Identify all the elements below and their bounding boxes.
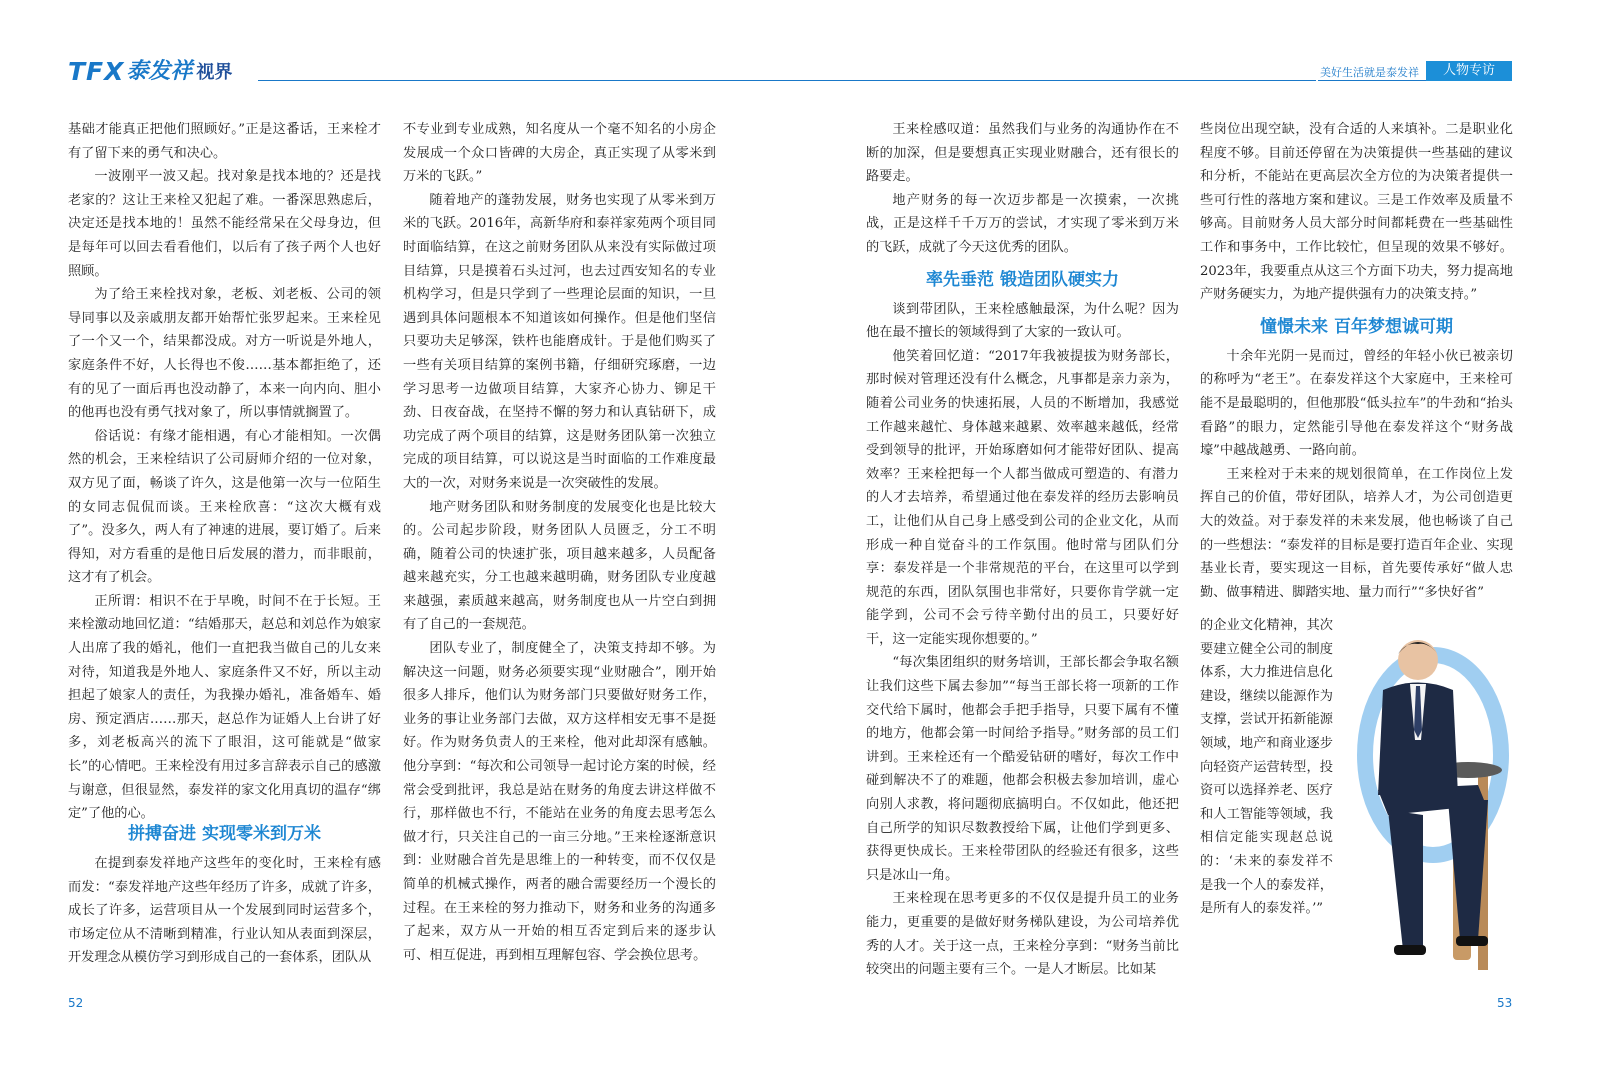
portrait-photo <box>1328 620 1528 980</box>
header-slogan: 美好生活就是泰发祥 <box>1320 66 1419 79</box>
section-heading: 率先垂范 锻造团队硬实力 <box>926 269 1119 290</box>
logo-tfx: TFX <box>68 57 125 86</box>
logo-vision: 视界 <box>196 62 233 83</box>
heading-text: 拼搏奋进 实现零米到万米 <box>128 824 321 844</box>
paragraph: 基础才能真正把他们照顾好。”正是这番话，王来栓才有了留下来的勇气和决心。 <box>68 122 381 161</box>
paragraph: “每次集团组织的财务培训，王部长都会争取名额让我们这些下属去参加”“每当王部长将一项新的工作交代给下属时，他都会手把手指导，只要下属有不懂的地方，他都会第一时间给予指导。”财务部的员工们讲到。王来栓还有一个酷爱钻研的嗜好，每次工作中碰到解决不了的难题，他都会积极去参加培训，虚心向别人求教，将问题彻底搞明白。不仅如此，他还把自己所学的知识尽数教授给下属，让他们学到更多、获得更快成长。王来栓带团队的经验还有很多，这些只是冰山一角。 <box>866 655 1179 883</box>
paragraph: 在提到泰发祥地产这些年的变化时，王来栓有感而发：“泰发祥地产这些年经历了许多，成就了许多，成长了许多，运营项目从一个发展到同时运营多个，市场定位从不清晰到精准，行业认知从表面到深层，开发理念从模仿学习到形成自己的一套体系，团队从 <box>68 856 381 966</box>
paragraph: 的企业文化精神，其次要建立健全公司的制度体系，大力推进信息化建设，继续以能源作为支撑，尝试开拓新能源领域，地产和商业逐步向轻资产运营转型，投资可以选择养老、医疗和人工智能等领域，我相信定能实现赵总说的：‘未来的泰发祥不是我一个人的泰发祥，是所有人的泰发祥。’” <box>1200 618 1333 917</box>
page-number-right: 53 <box>1497 996 1513 1010</box>
page-number-left: 52 <box>68 996 84 1010</box>
section-heading: 憧憬未来 百年梦想诚可期 <box>1260 316 1453 337</box>
paragraph: 俗话说：有缘才能相遇，有心才能相知。一次偶然的机会，王来栓结识了公司厨师介绍的一位对象，双方见了面，畅谈了许久，这是他第一次与一位陌生的女同志侃侃而谈。王来栓欣喜：“这次大概有戏了”。没多久，两人有了神速的进展，要订婚了。后来得知，对方看重的是他日后发展的潜力，而非眼前，这才有了机会。 <box>68 428 381 586</box>
paragraph: 不专业到专业成熟，知名度从一个毫不知名的小房企发展成一个众口皆碑的大房企，真正实现了从零米到万米的飞跃。” <box>403 122 716 185</box>
article-column-1 <box>68 118 381 822</box>
paragraph: 为了给王来栓找对象，老板、刘老板、公司的领导同事以及亲戚朋友都开始帮忙张罗起来。王来栓见了一个又一个，结果都没成。对方一听说是外地人，家庭条件不好，人长得也不俊……基本都拒绝了，还有的见了一面后再也没动静了，本来一向内向、胆小的他再也没有勇气找对象了，所以事情就搁置了。 <box>68 287 381 421</box>
section-tag: 人物专访 <box>1426 61 1512 81</box>
article-column-2 <box>403 118 716 980</box>
magazine-logo <box>68 56 232 86</box>
paragraph: 团队专业了，制度健全了，决策支持却不够。为解决这一问题，财务必须要实现“业财融合”，刚开始很多人排斥，他们认为财务部门只要做好财务工作，业务的事让业务部门去做，双方这样相安无事不是挺好。作为财务负责人的王来栓，他对此却深有感触。他分享到：“每次和公司领导一起讨论方案的时候，经常会受到批评，我总是站在财务的角度去讲这样做不行，那样做也不行，不能站在业务的角度去思考怎么做才行，只关注自己的一亩三分地。”王来栓逐渐意识到：业财融合首先是思维上的一种转变，而不仅仅是简单的机械式操作，两者的融合需要经历一个漫长的过程。在王来栓的努力推动下，财务和业务的沟通多了起来，双方从一开始的相互否定到后来的逐步认可、相互促进，再到相互理解包容、学会换位思考。 <box>403 641 716 963</box>
article-column-4 <box>1200 118 1513 618</box>
paragraph: 随着地产的蓬勃发展，财务也实现了从零米到万米的飞跃。2016年，高新华府和泰祥家苑两个项目同时面临结算，在这之前财务团队从来没有实际做过项目结算，只是摸着石头过河，也去过西安知名的专业机构学习，但是只学到了一些理论层面的知识，一旦遇到具体问题根本不知道该如何操作。但是他们坚信只要功夫足够深，铁杵也能磨成针。于是他们购买了一些有关项目结算的案例书籍，仔细研究琢磨，一边学习思考一边做项目结算，大家齐心协力、铆足干劲、日夜奋战，在坚持不懈的努力和认真钻研下，成功完成了两个项目的结算，这是财务团队第一次独立完成的项目结算，可以说这是当时面临的工作难度最大的一次，对财务来说是一次突破性的发展。 <box>403 192 716 491</box>
section-heading-1 <box>68 822 381 846</box>
article-column-4-narrow <box>1200 614 1333 974</box>
paragraph: 一波刚平一波又起。找对象是找本地的？还是找老家的？这让王来栓又犯起了难。一番深思熟虑后，决定还是找本地的！虽然不能经常呆在父母身边，但是每年可以回去看看他们，以后有了孩子两个人也好照顾。 <box>68 169 381 279</box>
paragraph: 十余年光阴一晃而过，曾经的年轻小伙已被亲切的称呼为“老王”。在泰发祥这个大家庭中，王来栓可能不是最聪明的，但他那股“低头拉车”的牛劲和“抬头看路”的眼力，定然能引导他在泰发祥这个“财务战壕”中越战越勇、一路向前。 <box>1200 348 1513 459</box>
paragraph: 王来栓感叹道：虽然我们与业务的沟通协作在不断的加深，但是要想真正实现业财融合，还有很长的路要走。 <box>866 122 1179 185</box>
paragraph: 地产财务的每一次迈步都是一次摸索，一次挑战，正是这样千千万万的尝试，才实现了零米到万米的飞跃，成就了今天这优秀的团队。 <box>866 192 1179 255</box>
article-column-3 <box>866 118 1179 978</box>
paragraph: 王来栓对于未来的规划很简单，在工作岗位上发挥自己的价值，带好团队，培养人才，为公司创造更大的效益。对于泰发祥的未来发展，他也畅谈了自己的一些想法：“泰发祥的目标是要打造百年企业、实现基业长青，要实现这一目标，首先要传承好“做人忠勤、做事精进、脚踏实地、量力而行”“多快好省” <box>1200 466 1513 600</box>
paragraph: 地产财务团队和财务制度的发展变化也是比较大的。公司起步阶段，财务团队人员匮乏，分工不明确，随着公司的快速扩张，项目越来越多，人员配备越来越充实，分工也越来越明确，财务团队专业度越来越强，素质越来越高，财务制度也从一片空白到拥有了自己的一套规范。 <box>403 499 716 633</box>
paragraph: 谈到带团队，王来栓感触最深，为什么呢？因为他在最不擅长的领域得到了大家的一致认可。 <box>866 301 1179 341</box>
article-column-1-continued <box>68 852 381 975</box>
header-rule-left <box>258 80 1316 81</box>
logo-brand: 泰发祥 <box>126 59 193 84</box>
paragraph: 些岗位出现空缺，没有合适的人来填补。二是职业化程度不够。目前还停留在为决策提供一些基础的建议和分析，不能站在更高层次全方位的为决策者提供一些可行性的落地方案和建议。三是工作效率及质量不够高。目前财务人员大部分时间都耗费在一些基础性工作和事务中，工作比较忙，但呈现的效果不够好。2023年，我要重点从这三个方面下功夫，努力提高地产财务硬实力，为地产提供强有力的决策支持。” <box>1200 122 1513 303</box>
paragraph: 他笑着回忆道：“2017年我被提拔为财务部长，那时候对管理还没有什么概念，凡事都是亲力亲为，随着公司业务的快速拓展，人员的不断增加，我感觉工作越来越忙、身体越来越累、效率越来越低，经常受到领导的批评，开始琢磨如何才能带好团队、提高效率？王来栓把每一个人都当做成可塑造的、有潜力的人才去培养，希望通过他在泰发祥的经历去影响员工，让他们从自己身上感受到公司的企业文化，从而形成一种自觉奋斗的工作氛围。他时常与团队们分享：泰发祥是一个非常规范的平台，在这里可以学到规范的东西，团队氛围也非常好，只要你肯学就一定能学到，公司不会亏待辛勤付出的员工，只要好好干，这一定能实现你想要的。” <box>866 348 1179 647</box>
paragraph: 王来栓现在思考更多的不仅仅是提升员工的业务能力，更重要的是做好财务梯队建设，为公司培养优秀的人才。关于这一点，王来栓分享到：“财务当前比较突出的问题主要有三个。一是人才断层。比如某 <box>866 891 1179 978</box>
paragraph: 正所谓：相识不在于早晚，时间不在于长短。王来栓激动地回忆道：“结婚那天，赵总和刘总作为娘家人出席了我的婚礼，他们一直把我当做自己的儿女来对待，知道我是外地人、家庭条件又不好，所以主动担起了娘家人的责任，为我操办婚礼，准备婚车、婚房、预定酒店……那天，赵总作为证婚人上台讲了好多，刘老板高兴的流下了眼泪，这可能就是“做家长”的心情吧。王来栓没有用过多言辞表示自己的感激与谢意，但很显然，泰发祥的家文化用真切的温存“绑定”了他的心。 <box>68 593 381 822</box>
